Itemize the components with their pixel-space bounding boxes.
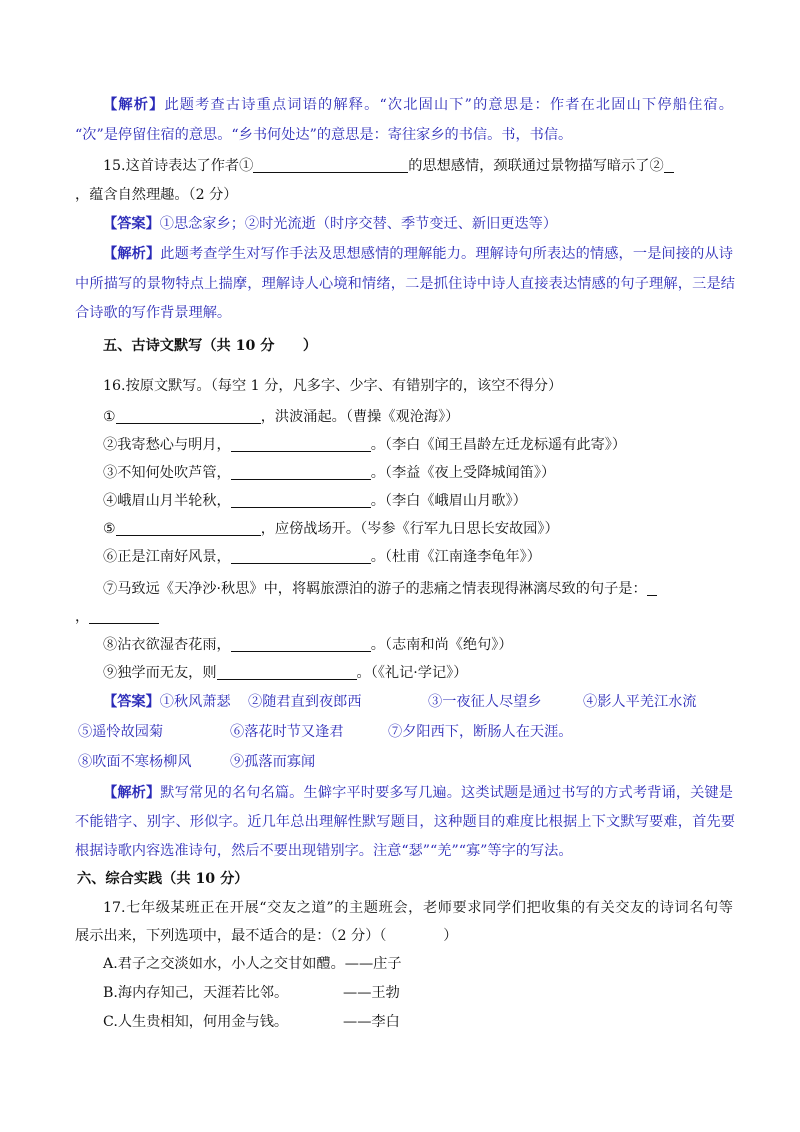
answer-item: ①秋风萧瑟 xyxy=(159,694,231,710)
item-text-a: ① xyxy=(103,409,116,425)
answer-16-row-2 xyxy=(78,722,738,742)
analysis-15-line-2: 中所描写的景物特点上揣摩，理解诗人心境和情绪，二是抓住诗中诗人直接表达情感的句子理解，三是结 xyxy=(75,276,735,292)
item-text-a: ⑤ xyxy=(103,521,116,537)
analysis-14-line-1 xyxy=(103,95,733,115)
item-text-a: ⑨独学而无友，则 xyxy=(103,665,217,681)
item-text-b: ，洪波涌起。（曹操《观沧海》） xyxy=(260,409,460,425)
question-16-item-6 xyxy=(103,547,733,567)
answer-blank-2[interactable] xyxy=(664,157,674,173)
item-text-b: 。（杜甫《江南逢李龟年》） xyxy=(370,549,541,565)
answer-item: ⑦夕阳西下，断肠人在天涯。 xyxy=(388,724,573,740)
answer-item: ⑥落花时节又逢君 xyxy=(230,724,344,740)
question-16-item-4 xyxy=(103,491,733,511)
answer-blank[interactable] xyxy=(231,436,371,452)
answer-blank[interactable] xyxy=(231,492,371,508)
question-17-line-2: 展示出来，下列选项中，最不适合的是：（2 分）（ ） xyxy=(75,928,458,944)
answer-tag: 【答案】 xyxy=(103,694,160,710)
item-text-a: ⑥正是江南好风景， xyxy=(103,549,231,565)
answer-item: ⑨孤落而寡闻 xyxy=(230,754,316,770)
question-15-text-a: 15.这首诗表达了作者① xyxy=(103,158,254,174)
question-17-line-1: 17.七年级某班正在开展“交友之道”的主题班会，老师要求同学们把收集的有关交友的诗词名句等 xyxy=(103,900,733,916)
question-16-item-5 xyxy=(103,519,733,539)
question-16-item-3 xyxy=(103,463,733,483)
answer-blank-1[interactable] xyxy=(253,157,408,173)
answer-blank[interactable] xyxy=(647,580,657,596)
analysis-16-line-3: 根据诗歌内容选准诗句，然后不要出现错别字。注意“瑟”“羌”“寡”等字的写法。 xyxy=(75,843,573,859)
analysis-14-line-2: “次”是停留住宿的意思。“乡书何处达”的意思是：寄往家乡的书信。书，书信。 xyxy=(75,127,573,143)
analysis-text: 此题考查古诗重点词语的解释。“次北固山下”的意思是：作者在北固山下停船住宿。 xyxy=(164,97,733,113)
answer-blank[interactable] xyxy=(116,408,261,424)
question-16-item-9 xyxy=(103,663,733,683)
option-c[interactable] xyxy=(103,1012,733,1032)
answer-blank[interactable] xyxy=(89,608,159,624)
section-6-title: 六、综合实践（共 10 分） xyxy=(77,871,249,887)
answer-blank[interactable] xyxy=(231,464,371,480)
item-text-b: ，应傍战场开。（岑参《行军九日思长安故园》） xyxy=(260,521,559,537)
question-15-text-b: 的思想感情，颈联通过景物描写暗示了② xyxy=(408,158,664,174)
answer-item: ⑤遥怜故园菊 xyxy=(78,724,164,740)
item-text-a: ⑧沾衣欲湿杏花雨， xyxy=(103,637,231,653)
answer-blank[interactable] xyxy=(231,548,371,564)
option-a[interactable]: A.君子之交淡如水，小人之交甘如醴。——庄子 xyxy=(103,956,402,972)
analysis-tag: 【解析】 xyxy=(103,97,165,113)
question-15-line-1 xyxy=(103,156,733,176)
analysis-15-line-3: 合诗歌的写作背景理解。 xyxy=(75,305,232,321)
analysis-tag: 【解析】 xyxy=(103,785,161,801)
analysis-16-line-1 xyxy=(103,783,733,803)
item-text-b: 。（《礼记·学记》） xyxy=(356,665,468,681)
answer-item: ②随君直到夜郎西 xyxy=(248,694,362,710)
question-16-item-2 xyxy=(103,435,733,455)
item-text-b: 。（志南和尚《绝句》） xyxy=(370,637,513,653)
analysis-16-line-2: 不能错字、别字、形似字。近几年总出理解性默写题目，这种题目的难度比根据上下文默写要难，首先要 xyxy=(75,814,735,830)
question-15-line-2: ，蕴含自然理趣。（2 分） xyxy=(75,187,238,203)
analysis-15-line-1 xyxy=(103,244,733,264)
item-text-b: 。（李白《峨眉山月歌》） xyxy=(370,493,527,509)
answer-blank[interactable] xyxy=(116,520,261,536)
answer-16-row-3 xyxy=(78,752,738,772)
answer-tag: 【答案】 xyxy=(103,216,160,232)
question-16-item-7-cont xyxy=(75,607,735,627)
option-c-source: ——李白 xyxy=(343,1014,400,1030)
option-b-source: ——王勃 xyxy=(343,985,400,1001)
question-16-item-7 xyxy=(103,579,733,599)
item-text-a: ③不知何处吹芦管， xyxy=(103,465,231,481)
answer-15-text: ①思念家乡；②时光流逝（时序交替、季节变迁、新旧更迭等） xyxy=(159,216,558,232)
item-text-b: 。（李白《闻王昌龄左迁龙标遥有此寄》） xyxy=(370,437,627,453)
analysis-tag: 【解析】 xyxy=(103,246,161,262)
answer-item: ④影人平羌江水流 xyxy=(583,694,697,710)
answer-item: ⑧吹面不寒杨柳风 xyxy=(78,754,192,770)
item-text-b: 。（李益《夜上受降城闻笛》） xyxy=(370,465,556,481)
question-16-item-1 xyxy=(103,407,733,427)
analysis-text: 此题考查学生对写作手法及思想感情的理解能力。理解诗句所表达的情感，一是间接的从诗 xyxy=(160,246,733,262)
answer-item: ③一夜征人尽望乡 xyxy=(428,694,542,710)
question-16-item-8 xyxy=(103,635,733,655)
answer-16-row-1 xyxy=(103,692,733,712)
item-text-a: ⑦马致远《天净沙·秋思》中，将羁旅漂泊的游子的悲痛之情表现得淋漓尽致的句子是： xyxy=(103,581,647,597)
answer-blank[interactable] xyxy=(231,636,371,652)
option-b-text: B.海内存知己，天涯若比邻。 xyxy=(103,985,289,1001)
answer-blank[interactable] xyxy=(217,664,357,680)
answer-15 xyxy=(103,214,733,234)
item-text-b: ， xyxy=(75,609,90,625)
analysis-text: 默写常见的名句名篇。生僻字平时要多写几遍。这类试题是通过书写的方式考背诵，关键是 xyxy=(160,785,733,801)
section-5-title: 五、古诗文默写（共 10 分 ） xyxy=(103,338,318,354)
option-b[interactable] xyxy=(103,983,733,1003)
item-text-a: ④峨眉山月半轮秋， xyxy=(103,493,231,509)
option-c-text: C.人生贵相知，何用金与钱。 xyxy=(103,1014,289,1030)
question-16-intro: 16.按原文默写。（每空 1 分，凡多字、少字、有错别字的，该空不得分） xyxy=(103,378,563,394)
item-text-a: ②我寄愁心与明月， xyxy=(103,437,231,453)
